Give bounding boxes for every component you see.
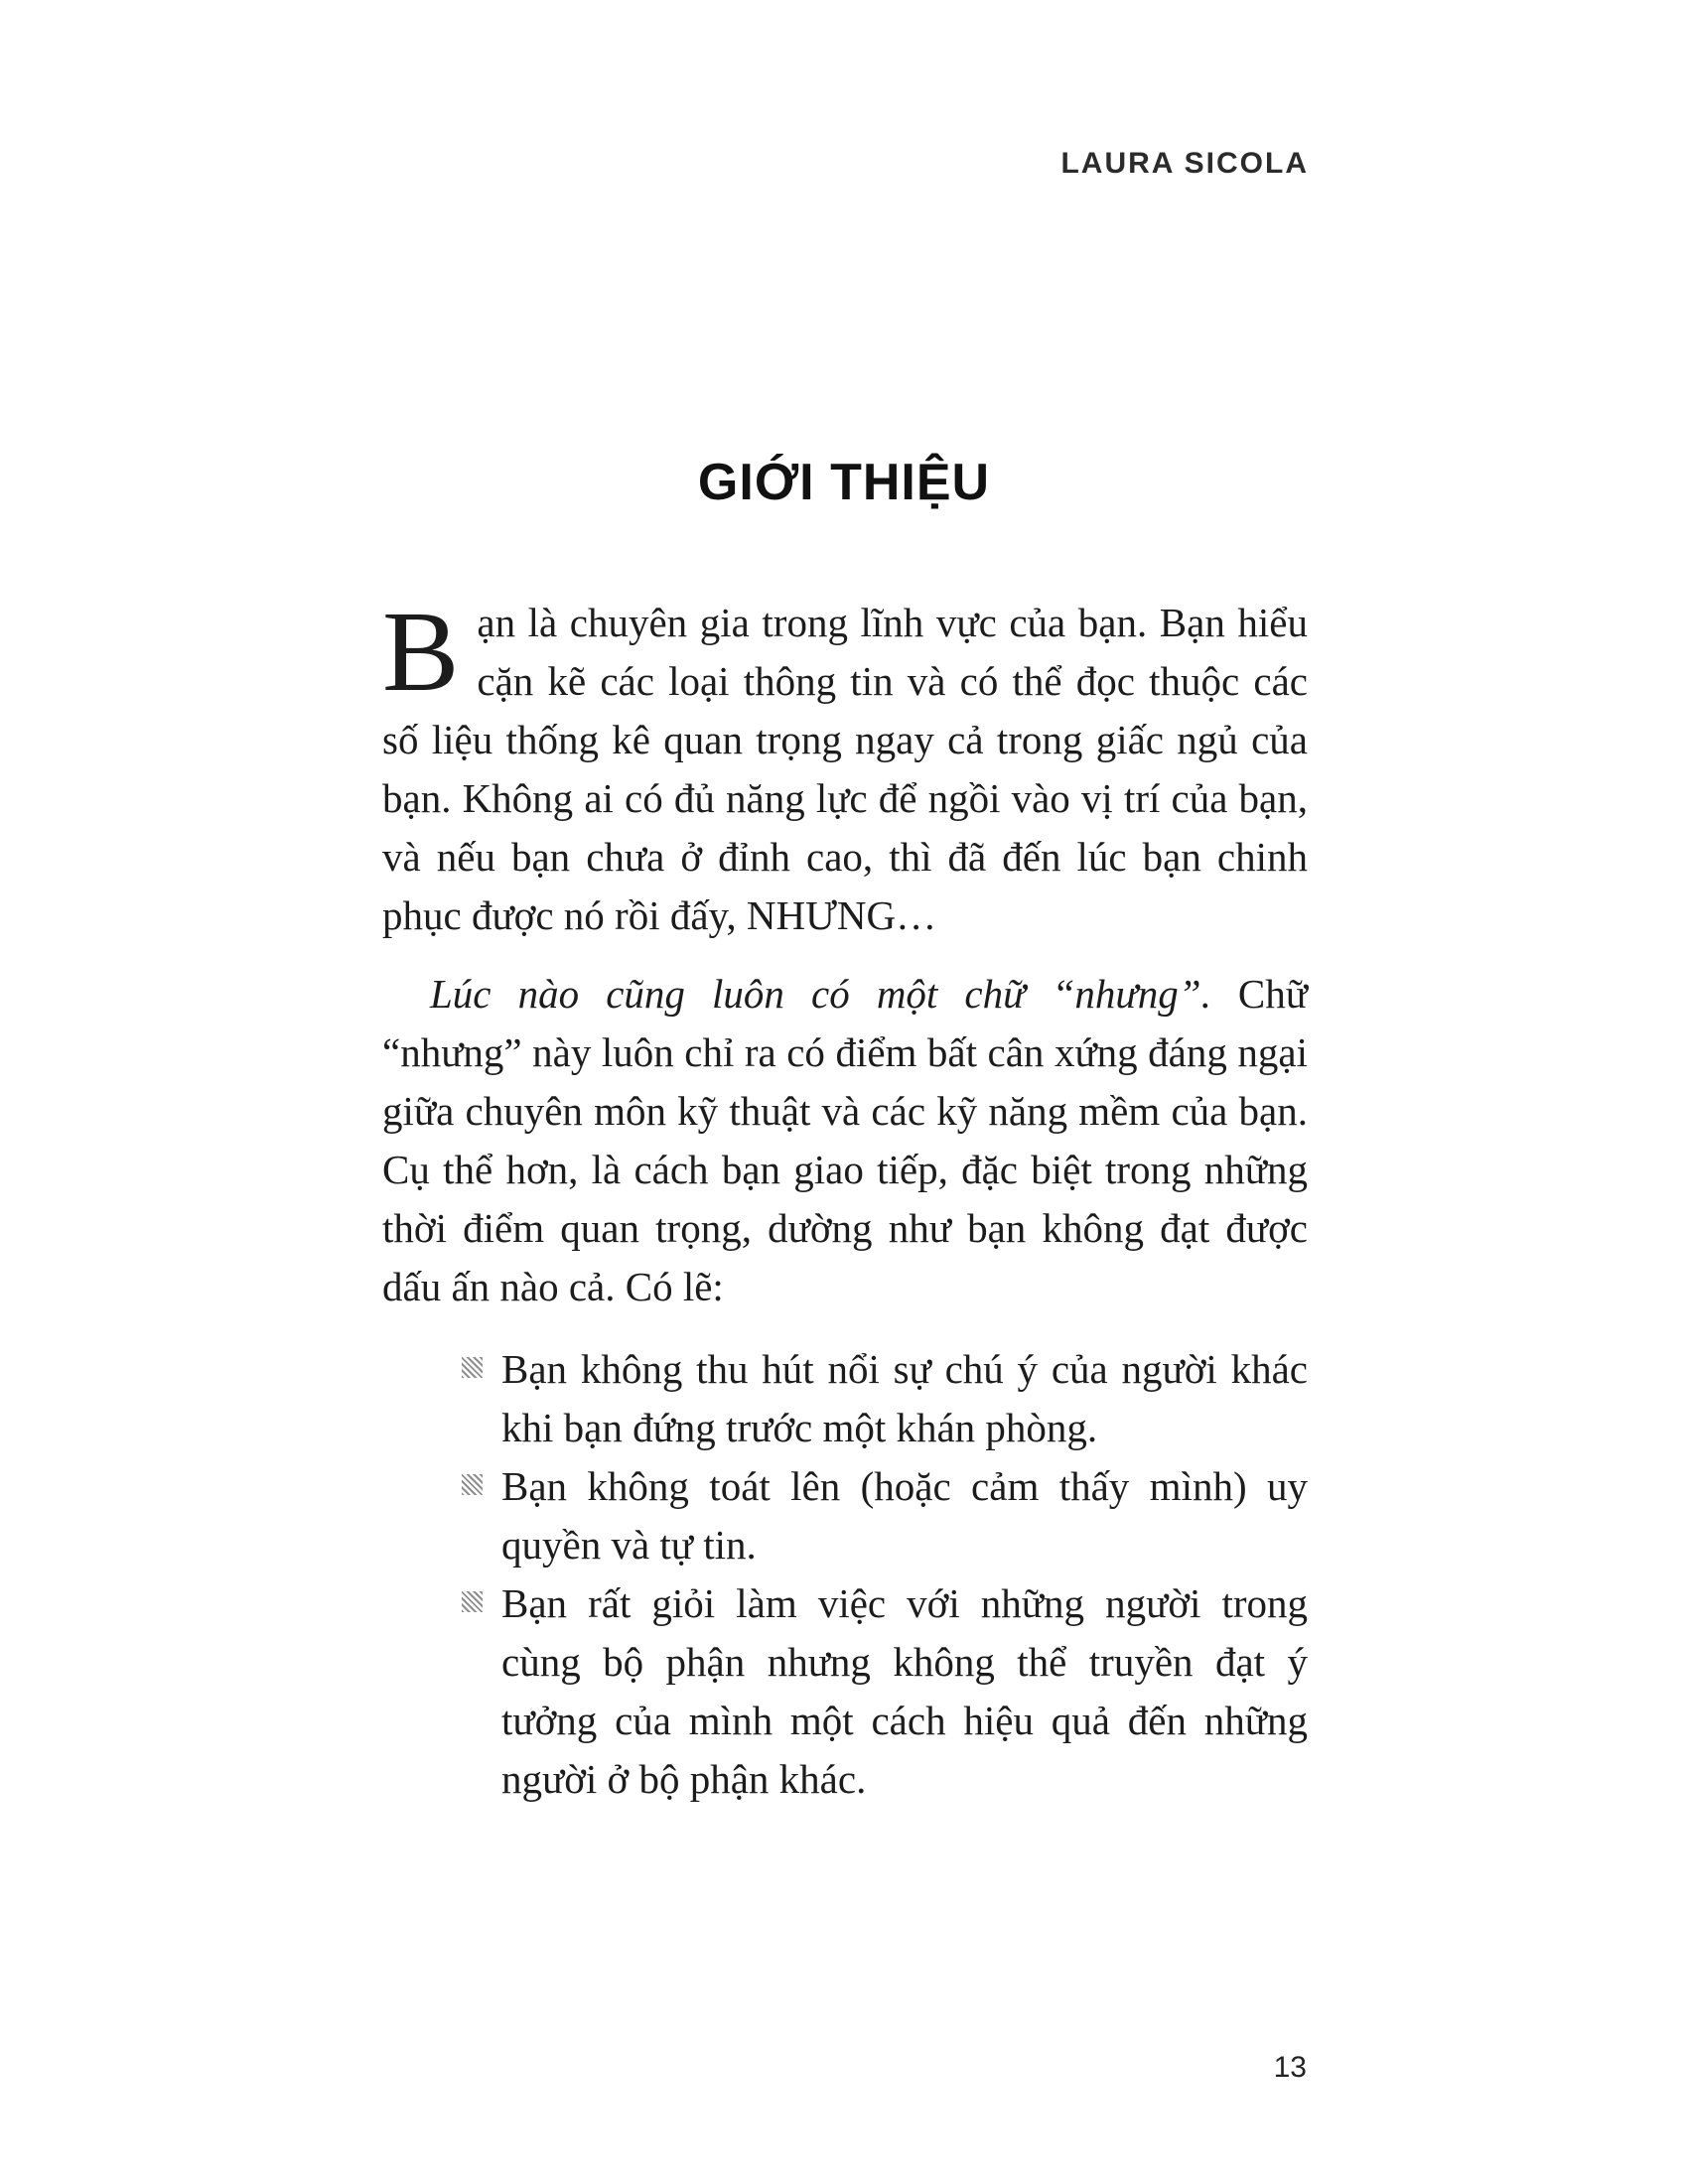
drop-cap: B <box>382 589 460 716</box>
paragraph-2 <box>382 965 1308 1316</box>
paragraph-1-text: ạn là chuyên gia trong lĩnh vực của bạn. Bạn hiểu cặn kẽ các loại thông tin và có thể đọc thuộc các số liệu thống kê quan trọng ngay cả trong giấc ngủ của bạn. Không ai có đủ năng lực để ngồi vào vị trí của bạn, và nếu bạn chưa ở đỉnh cao, thì đã đến lúc bạn chinh phục được nó rồi đấy, NHƯNG… <box>382 600 1308 938</box>
bullet-list <box>382 1340 1308 1809</box>
chapter-title: GIỚI THIỆU <box>697 454 991 511</box>
list-item <box>462 1457 1308 1574</box>
bullet-text: Bạn không thu hút nổi sự chú ý của người khác khi bạn đứng trước một khán phòng. <box>501 1346 1308 1450</box>
bullet-text: Bạn rất giỏi làm việc với những người trong cùng bộ phận nhưng không thể truyền đạt ý tưởng của mình một cách hiệu quả đến những người ở bộ phận khác. <box>501 1580 1308 1802</box>
paragraph-1 <box>382 589 1308 945</box>
paragraph-2-text: Chữ “nhưng” này luôn chỉ ra có điểm bất cân xứng đáng ngại giữa chuyên môn kỹ thuật và các kỹ năng mềm của bạn. Cụ thể hơn, là cách bạn giao tiếp, đặc biệt trong những thời điểm quan trọng, dường như bạn không đạt được dấu ấn nào cả. Có lẽ: <box>382 971 1309 1309</box>
paragraph-2-lead-italic: Lúc nào cũng luôn có một chữ “nhưng”. <box>430 971 1211 1017</box>
list-item <box>462 1574 1308 1809</box>
hatched-square-bullet-icon <box>462 1591 483 1612</box>
hatched-square-bullet-icon <box>462 1357 483 1378</box>
body-text-block <box>382 589 1309 1809</box>
hatched-square-bullet-icon <box>462 1474 483 1495</box>
bullet-text: Bạn không toát lên (hoặc cảm thấy mình) uy quyền và tự tin. <box>501 1463 1308 1568</box>
running-header: LAURA SICOLA <box>1060 147 1309 180</box>
page-number: 13 <box>1273 2051 1307 2084</box>
list-item <box>462 1340 1308 1457</box>
